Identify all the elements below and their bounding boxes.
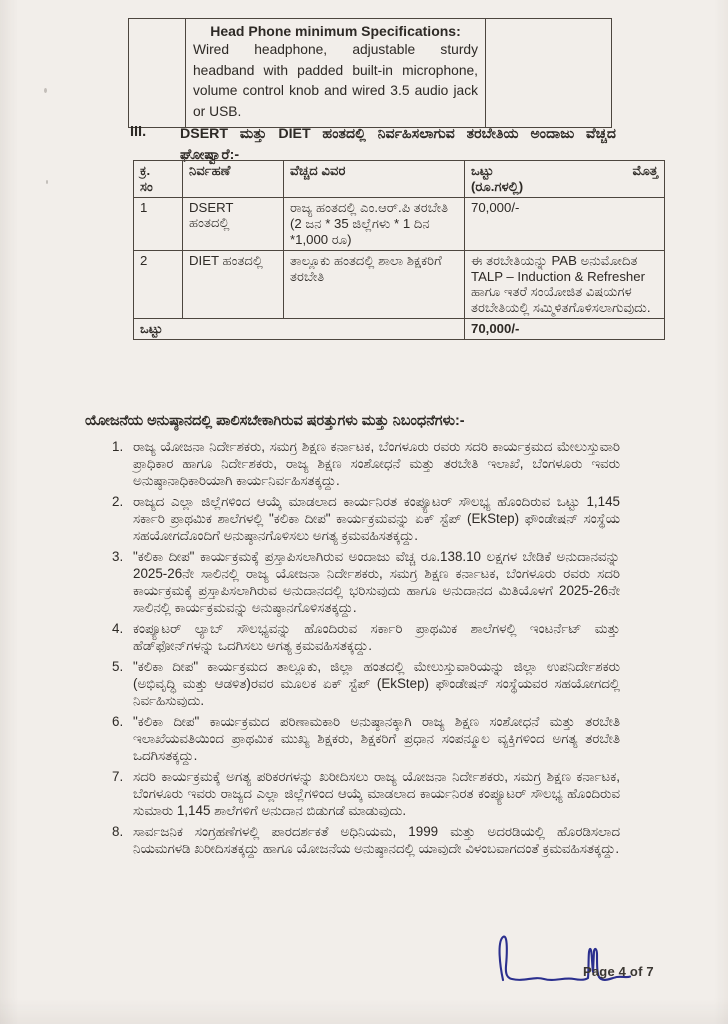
item-number: 2. xyxy=(112,494,124,509)
cell-amount-note: ಈ ತರಬೇತಿಯನ್ನು PAB ಅನುಮೋದಿತ TALP – Induction & Refresher ಹಾಗೂ ಇತರೆ ಸಂಯೋಜಿತ ವಿಷಯಗಳ ತರಬೇತಿಯಲ್ಲಿ ಸಮ್ಮಿಳಿತಗೊಳಿಸಲಾಗುವುದು. xyxy=(465,251,665,319)
item-text: ಸಾರ್ವಜನಿಕ ಸಂಗ್ರಹಣೆಗಳಲ್ಲಿ ಪಾರದರ್ಶಕತೆ ಅಧಿನಿಯಮ, 1999 ಮತ್ತು ಅದರಡಿಯಲ್ಲಿ ಹೊರಡಿಸಲಾದ ನಿಯಮಗಳಡಿ ಖರೀದಿಸತಕ್ಕದ್ದು ಹಾಗೂ ಯೋಜನೆಯ ಅನುಷ್ಠಾನದಲ್ಲಿ ಯಾವುದೇ ವಿಳಂಬವಾಗದಂತೆ ಕ್ರಮವಹಿಸತಕ್ಕದ್ದು. xyxy=(133,824,620,856)
spec-empty-cell-right xyxy=(486,19,612,128)
list-item xyxy=(112,658,620,709)
scan-speckle xyxy=(44,88,47,93)
item-number: 5. xyxy=(112,659,124,674)
list-item xyxy=(112,713,620,764)
header-sl-no-line1: ಕ್ರ. xyxy=(140,163,151,178)
header-expense-details: ವೆಚ್ಚದ ವಿವರ xyxy=(284,161,465,198)
scan-speckle xyxy=(46,180,48,184)
list-item xyxy=(112,768,620,819)
item-number: 1. xyxy=(112,439,124,454)
section-3-heading xyxy=(130,124,616,165)
item-text: ರಾಜ್ಯ ಯೋಜನಾ ನಿರ್ದೇಶಕರು, ಸಮಗ್ರ ಶಿಕ್ಷಣ ಕರ್ನಾಟಕ, ಬೆಂಗಳೂರು ರವರು ಸದರಿ ಕಾರ್ಯಕ್ರಮದ ಮೇಲುಸ್ತುವಾರಿ ಪ್ರಾಧಿಕಾರ ಹಾಗೂ ನಿರ್ದೇಶಕರು, ರಾಜ್ಯ ಶಿಕ್ಷಣ ಸಂಶೋಧನೆ ಮತ್ತು ತರಬೇತಿ ಇಲಾಖೆ, ಬೆಂಗಳೂರು ಇವರು ಅನುಷ್ಠಾನಾಧಿಕಾರಿಯಾಗಿ ಕಾರ್ಯನಿರ್ವಹಿಸತಕ್ಕದ್ದು. xyxy=(133,439,620,488)
item-number: 3. xyxy=(112,549,124,564)
item-text: "ಕಲಿಕಾ ದೀಪ" ಕಾರ್ಯಕ್ರಮದ ಪರಿಣಾಮಕಾರಿ ಅನುಷ್ಠಾನಕ್ಕಾಗಿ ರಾಜ್ಯ ಶಿಕ್ಷಣ ಸಂಶೋಧನೆ ಮತ್ತು ತರಬೇತಿ ಇಲಾಖೆಯವತಿಯಿಂದ ಪ್ರಾಥಮಿಕ ಮುಖ್ಯ ಶಿಕ್ಷಕರು, ಶಿಕ್ಷಕರಿಗೆ ಪ್ರಧಾನ ಸಂಪನ್ಮೂಲ ವ್ಯಕ್ತಿಗಳಿಂದ ಅಗತ್ಯ ತರಬೇತಿ ಒದಗಿಸತಕ್ಕದ್ದು. xyxy=(133,714,620,763)
list-item xyxy=(112,493,620,544)
cell-amount: 70,000/- xyxy=(465,198,665,251)
list-item xyxy=(112,438,620,489)
list-item xyxy=(112,823,620,857)
item-number: 4. xyxy=(112,621,124,636)
item-text: "ಕಲಿಕಾ ದೀಪ" ಕಾರ್ಯಕ್ರಮಕ್ಕೆ ಪ್ರಸ್ತಾಪಿಸಲಾಗಿರುವ ಅಂದಾಜು ವೆಚ್ಚ ರೂ.138.10 ಲಕ್ಷಗಳ ಬೇಡಿಕೆ ಅನುದಾನವನ್ನು 2025-26ನೇ ಸಾಲಿನಲ್ಲಿ ರಾಜ್ಯ ಯೋಜನಾ ನಿರ್ದೇಶಕರು, ಸಮಗ್ರ ಶಿಕ್ಷಣ ಕರ್ನಾಟಕ, ಬೆಂಗಳೂರು ರವರು ಸದರಿ ಕಾರ್ಯಕ್ರಮಕ್ಕೆ ಪ್ರಸ್ತಾಪಿಸಲಾಗಿರುವ ಅನುದಾನದಲ್ಲಿ ಭರಿಸುವುದು ಹಾಗೂ ಅನುದಾನದ ಮಿತಿಯೊಳಗೆ 2025-26ನೇ ಸಾಲಿನಲ್ಲಿ ಕಾರ್ಯಕ್ರಮವನ್ನು ಅನುಷ್ಠಾನಗೊಳಿಸತಕ್ಕದ್ದು. xyxy=(133,549,620,615)
header-sl-no-line2: ಸಂ xyxy=(140,179,153,194)
spec-empty-cell-left xyxy=(129,19,186,128)
total-value: 70,000/- xyxy=(465,319,665,340)
headphone-spec-table xyxy=(128,18,612,128)
header-total-amount xyxy=(465,161,665,198)
cost-estimate-table xyxy=(133,160,665,340)
table-total-row xyxy=(134,319,665,340)
item-number: 6. xyxy=(112,714,124,729)
spec-title: Head Phone minimum Specifications: xyxy=(210,23,461,39)
page-number: Page 4 of 7 xyxy=(583,964,654,979)
list-item xyxy=(112,548,620,616)
table-row xyxy=(134,198,665,251)
spec-body-text: Wired headphone, adjustable sturdy headband with padded built-in microphone, volume control knob and wired 3.5 audio jack or USB. xyxy=(193,42,478,120)
cell-management: DSERT ಹಂತದಲ್ಲಿ xyxy=(183,198,284,251)
item-text: ರಾಜ್ಯದ ಎಲ್ಲಾ ಜಿಲ್ಲೆಗಳಿಂದ ಆಯ್ಕೆ ಮಾಡಲಾದ ಕಾರ್ಯನಿರತ ಕಂಪ್ಯೂಟರ್ ಸೌಲಭ್ಯ ಹೊಂದಿರುವ ಒಟ್ಟು 1,145 ಸರ್ಕಾರಿ ಪ್ರಾಥಮಿಕ ಶಾಲೆಗಳಲ್ಲಿ "ಕಲಿಕಾ ದೀಪ" ಕಾರ್ಯಕ್ರಮವನ್ನು ಏಕ್ ಸ್ಟೆಪ್ (EkStep) ಫೌಂಡೇಷನ್ ಸಂಸ್ಥೆಯ ಸಹಯೋಗದೊಂದಿಗೆ ಅನುಷ್ಠಾನಗೊಳಿಸಲು ಅಗತ್ಯ ಕ್ರಮವಹಿಸತಕ್ಕದ್ದು. xyxy=(133,494,620,543)
cell-expense-details: ರಾಜ್ಯ ಹಂತದಲ್ಲಿ ಎಂ.ಆರ್.ಪಿ ತರಬೇತಿ (2 ಜನ * 35 ಜಿಲ್ಲೆಗಳು * 1 ದಿನ *1,000 ರೂ) xyxy=(284,198,465,251)
header-total-word2: ಮೊತ್ತ xyxy=(632,163,658,178)
header-management: ನಿರ್ವಹಣೆ xyxy=(183,161,284,198)
spec-text-cell xyxy=(186,19,486,128)
cell-sl-no: 1 xyxy=(134,198,183,251)
table-row xyxy=(129,19,612,128)
item-text: ಕಂಪ್ಯೂಟರ್ ಲ್ಯಾಬ್ ಸೌಲಭ್ಯವನ್ನು ಹೊಂದಿರುವ ಸರ್ಕಾರಿ ಪ್ರಾಥಮಿಕ ಶಾಲೆಗಳಲ್ಲಿ ಇಂಟರ್ನೆಟ್ ಮತ್ತು ಹೆಡ್‌ಫೋನ್‌ಗಳನ್ನು ಒದಗಿಸಲು ಅಗತ್ಯ ಕ್ರಮವಹಿಸತಕ್ಕದ್ದು. xyxy=(133,621,620,653)
section-number: III. xyxy=(130,124,147,140)
cell-expense-details: ತಾಲ್ಲೂಕು ಹಂತದಲ್ಲಿ ಶಾಲಾ ಶಿಕ್ಷಕರಿಗೆ ತರಬೇತಿ xyxy=(284,251,465,319)
conditions-heading: ಯೋಜನೆಯ ಅನುಷ್ಠಾನದಲ್ಲಿ ಪಾಲಿಸಬೇಕಾಗಿರುವ ಷರತ್ತುಗಳು ಮತ್ತು ನಿಬಂಧನೆಗಳು:- xyxy=(85,413,465,429)
header-total-unit: (ರೂ.ಗಳಲ್ಲಿ) xyxy=(471,179,524,194)
section-title: DSERT ಮತ್ತು DIET ಹಂತದಲ್ಲಿ ನಿರ್ವಹಿಸಲಾಗುವ ತರಬೇತಿಯ ಅಂದಾಜು ವೆಚ್ಚದ ಘೋಷ್ವಾರೆ:- xyxy=(180,126,616,163)
conditions-list xyxy=(112,438,620,861)
header-sl-no xyxy=(134,161,183,198)
item-text: ಸದರಿ ಕಾರ್ಯಕ್ರಮಕ್ಕೆ ಅಗತ್ಯ ಪರಿಕರಗಳನ್ನು ಖರೀದಿಸಲು ರಾಜ್ಯ ಯೋಜನಾ ನಿರ್ದೇಶಕರು, ಸಮಗ್ರ ಶಿಕ್ಷಣ ಕರ್ನಾಟಕ, ಬೆಂಗಳೂರು ಇವರು ರಾಜ್ಯದ ಎಲ್ಲಾ ಜಿಲ್ಲೆಗಳಿಂದ ಆಯ್ಕೆ ಮಾಡಲಾದ ಕಾರ್ಯನಿರತ ಕಂಪ್ಯೂಟರ್ ಸೌಲಭ್ಯ ಹೊಂದಿರುವ ಸುಮಾರು 1,145 ಶಾಲೆಗಳಿಗೆ ಅನುದಾನ ಬಿಡುಗಡೆ ಮಾಡುವುದು. xyxy=(133,769,620,818)
list-item xyxy=(112,620,620,654)
header-total-word1: ಒಟ್ಟು xyxy=(471,163,494,178)
item-number: 8. xyxy=(112,824,124,839)
item-number: 7. xyxy=(112,769,124,784)
table-row xyxy=(134,251,665,319)
cell-management: DIET ಹಂತದಲ್ಲಿ xyxy=(183,251,284,319)
cell-sl-no: 2 xyxy=(134,251,183,319)
table-header-row xyxy=(134,161,665,198)
total-label: ಒಟ್ಟು xyxy=(134,319,465,340)
item-text: "ಕಲಿಕಾ ದೀಪ" ಕಾರ್ಯಕ್ರಮದ ತಾಲ್ಲೂಕು, ಜಿಲ್ಲಾ ಹಂತದಲ್ಲಿ ಮೇಲುಸ್ತುವಾರಿಯನ್ನು ಜಿಲ್ಲಾ ಉಪನಿರ್ದೇಶಕರು (ಅಭಿವೃದ್ಧಿ ಮತ್ತು ಆಡಳಿತ)ರವರ ಮೂಲಕ ಏಕ್ ಸ್ಟೆಪ್ (EkStep) ಫೌಂಡೇಷನ್ ಸಂಸ್ಥೆಯವರ ಸಹಯೋಗದಲ್ಲಿ ನಿರ್ವಹಿಸುವುದು. xyxy=(133,659,620,708)
